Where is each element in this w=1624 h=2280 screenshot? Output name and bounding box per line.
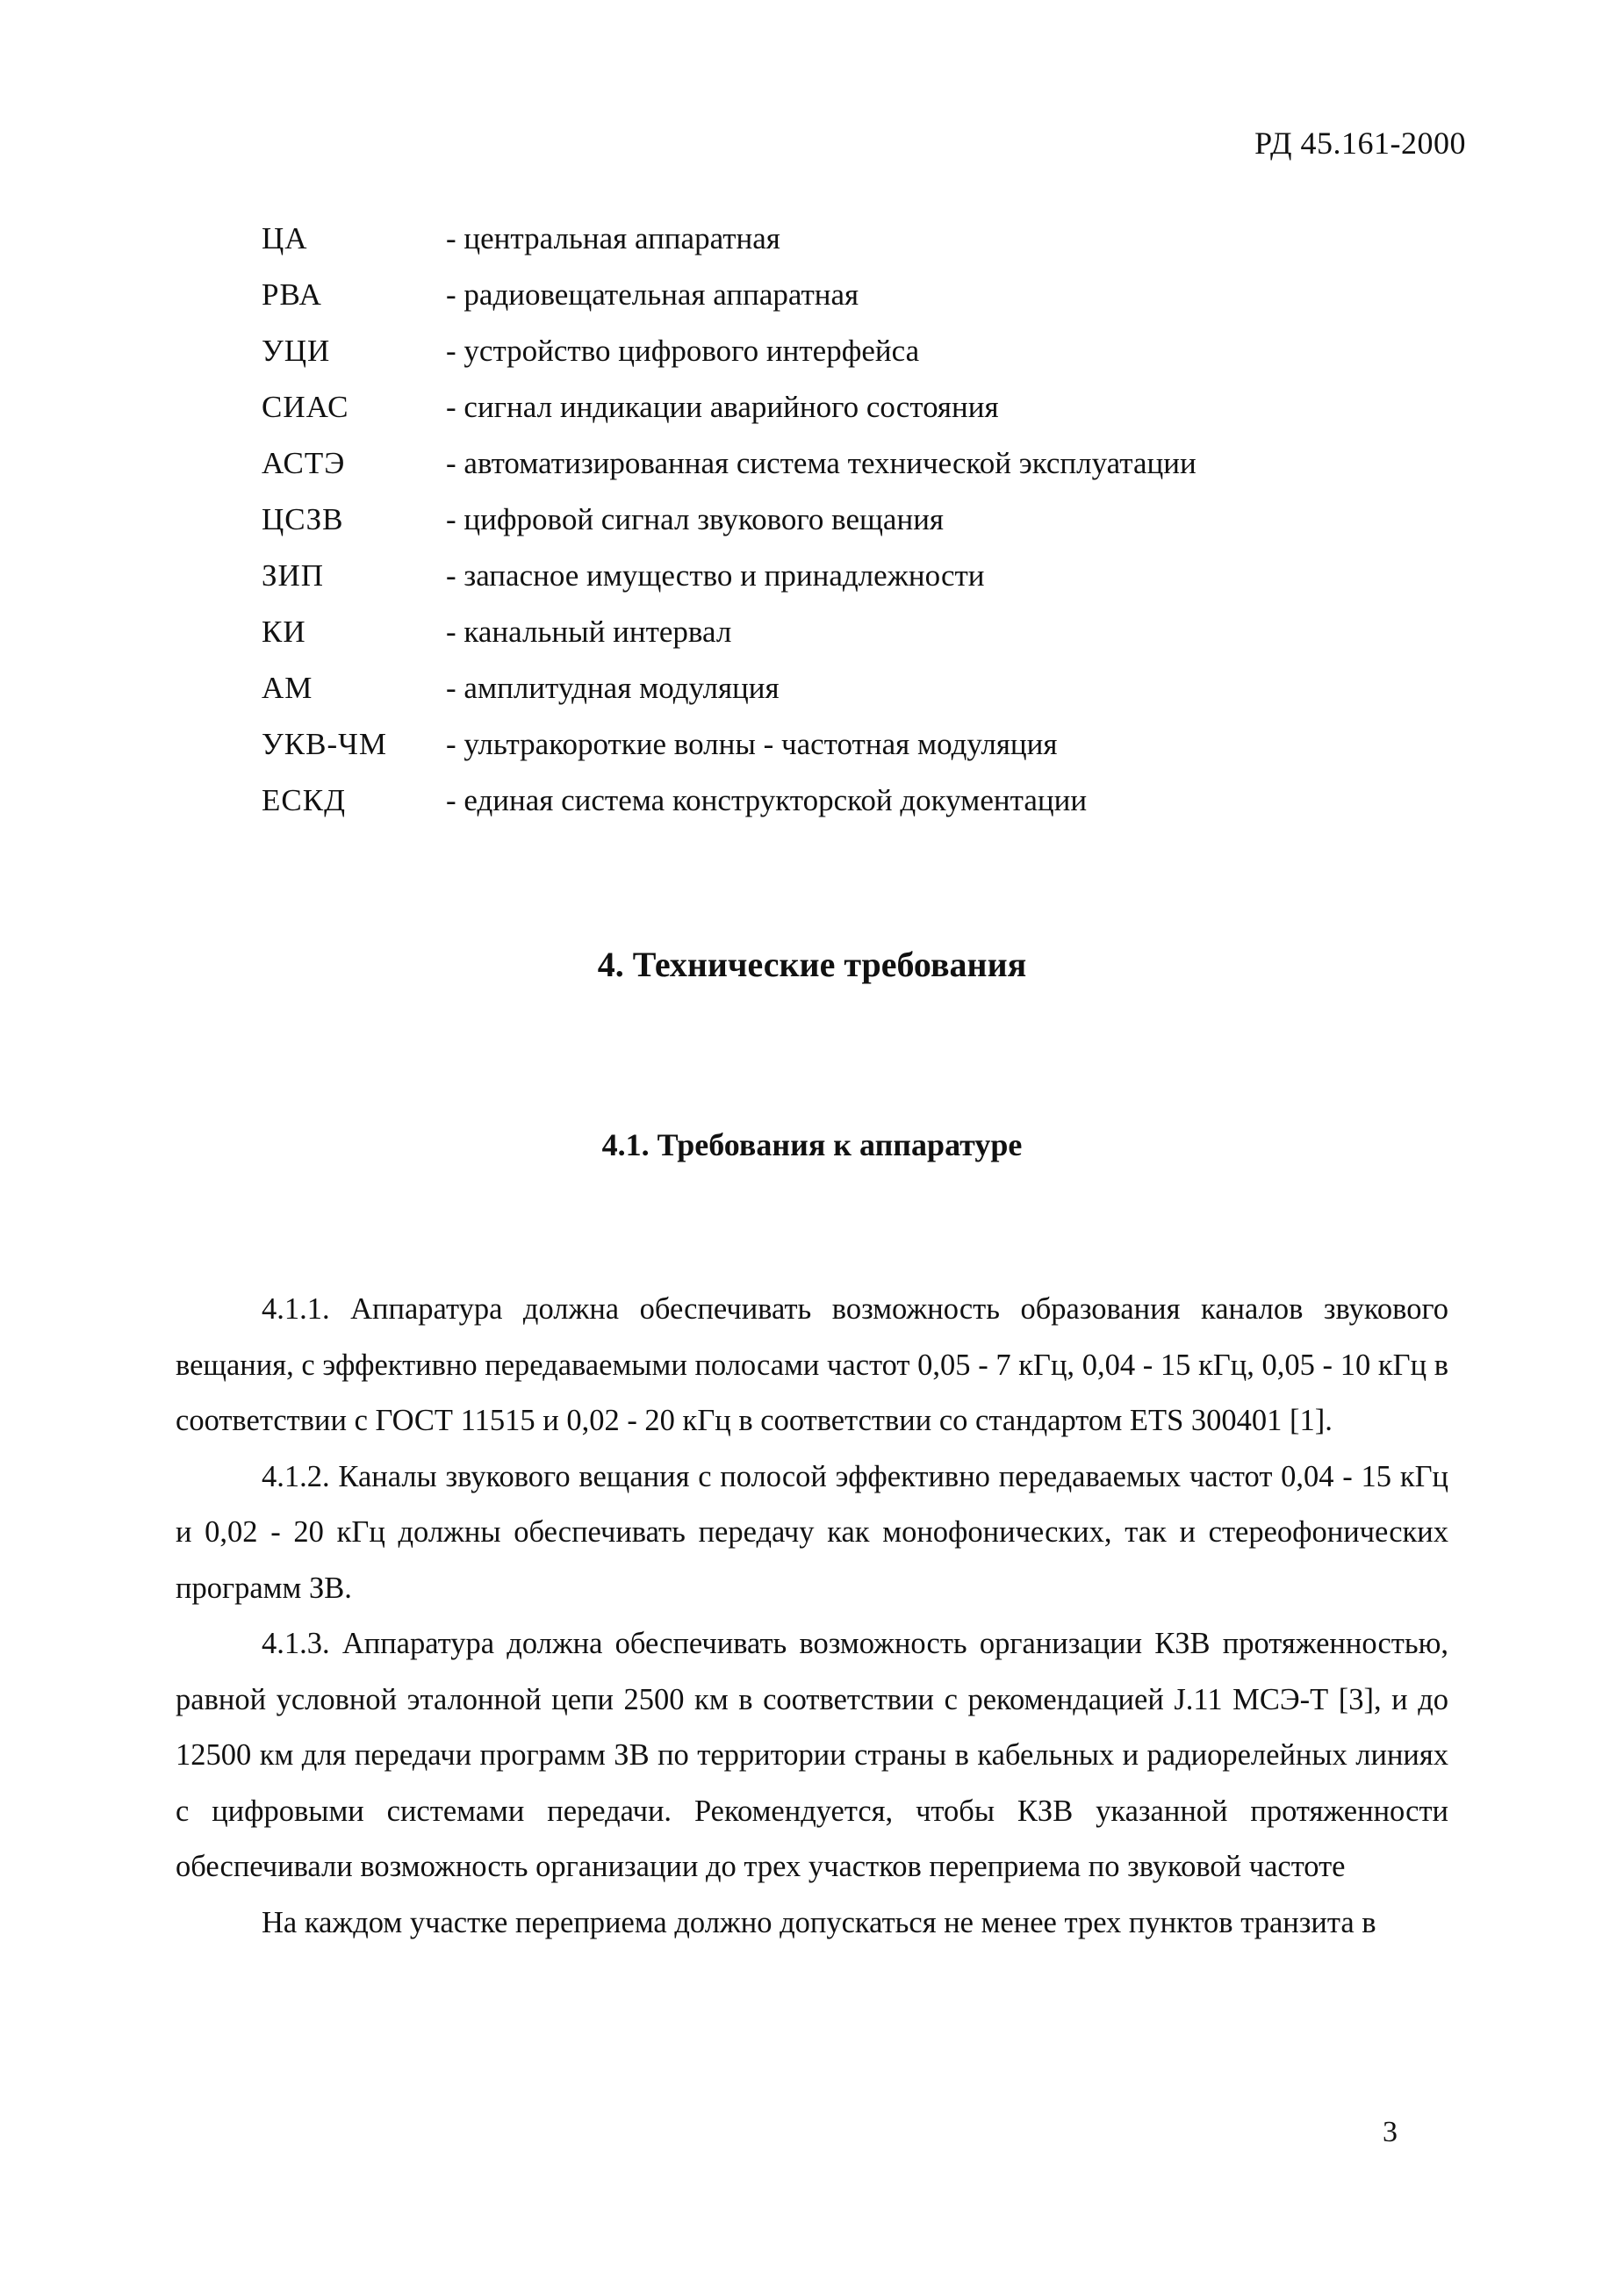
- abbreviation-definition: - единая система конструкторской документации: [446, 783, 1088, 817]
- abbreviation-term: РВА: [262, 277, 322, 312]
- abbreviation-row: [262, 604, 1315, 660]
- abbreviation-term: ЗИП: [262, 558, 325, 593]
- abbreviation-definition: - автоматизированная система технической эксплуатации: [446, 446, 1196, 480]
- abbreviation-term: УКВ-ЧМ: [262, 727, 387, 761]
- abbreviation-row: [262, 716, 1315, 773]
- abbreviation-term: АСТЭ: [262, 446, 346, 480]
- body-text: [176, 1282, 1448, 1951]
- abbreviation-definition: - ультракороткие волны - частотная модуляция: [446, 727, 1058, 761]
- abbreviation-definition: - канальный интервал: [446, 615, 732, 649]
- abbreviation-definition: - амплитудная модуляция: [446, 671, 780, 705]
- abbreviation-row: [262, 267, 1315, 323]
- abbreviation-term: УЦИ: [262, 334, 331, 368]
- paragraph-continuation: На каждом участке переприема должно допускаться не менее трех пунктов транзита в: [262, 1905, 1376, 1939]
- abbreviation-term: ЦСЗВ: [262, 502, 344, 536]
- page-number: 3: [1383, 2116, 1398, 2148]
- abbreviation-definition: - центральная аппаратная: [446, 221, 780, 255]
- abbreviation-term: АМ: [262, 671, 313, 705]
- abbreviation-row: [262, 379, 1315, 435]
- abbreviation-row: [262, 211, 1315, 267]
- paragraph-4-1-3: 4.1.3. Аппаратура должна обеспечивать возможность организации КЗВ протяженностью, равной условной эталонной цепи 2500 км в соответствии с рекомендацией J.11 МСЭ-Т [3], и до 12500 км для передачи программ ЗВ по территории страны в кабельных и радиорелейных линиях с цифровыми системами передачи. Рекомендуется, чтобы КЗВ указанной протяженности обеспечивали возможность организации до трех участков переприема по звуковой частоте: [176, 1627, 1448, 1883]
- abbreviation-row: [262, 548, 1315, 604]
- abbreviation-definition: - цифровой сигнал звукового вещания: [446, 502, 945, 536]
- abbreviation-definition: - запасное имущество и принадлежности: [446, 558, 985, 593]
- abbreviation-row: [262, 323, 1315, 379]
- abbreviation-row: [262, 660, 1315, 716]
- abbreviation-term: ЦА: [262, 221, 308, 255]
- subsection-title: 4.1. Требования к аппаратуре: [601, 1127, 1023, 1162]
- abbreviation-row: [262, 773, 1315, 829]
- abbreviation-definition: - сигнал индикации аварийного состояния: [446, 390, 999, 424]
- paragraph-4-1-1: 4.1.1. Аппаратура должна обеспечивать возможность образования каналов звукового вещания, с эффективно передаваемыми полосами частот 0,05 - 7 кГц, 0,04 - 15 кГц, 0,05 - 10 кГц в соответствии с ГОСТ 11515 и 0,02 - 20 кГц в соответствии со стандартом ETS 300401 [1].: [176, 1292, 1448, 1437]
- paragraph-4-1-2: 4.1.2. Каналы звукового вещания с полосой эффективно передаваемых частот 0,04 - 15 кГц и 0,02 - 20 кГц должны обеспечивать передачу как монофонических, так и стереофонических программ ЗВ.: [176, 1459, 1448, 1605]
- abbreviation-term: КИ: [262, 615, 306, 649]
- abbreviation-definition: - устройство цифрового интерфейса: [446, 334, 920, 368]
- abbreviation-row: [262, 435, 1315, 492]
- section-title: 4. Технические требования: [597, 945, 1027, 984]
- abbreviation-term: СИАС: [262, 390, 349, 424]
- abbreviation-term: ЕСКД: [262, 783, 346, 817]
- abbreviation-list: [262, 211, 1315, 829]
- abbreviation-definition: - радиовещательная аппаратная: [446, 277, 859, 312]
- abbreviation-row: [262, 492, 1315, 548]
- document-code: РД 45.161-2000: [1254, 126, 1466, 161]
